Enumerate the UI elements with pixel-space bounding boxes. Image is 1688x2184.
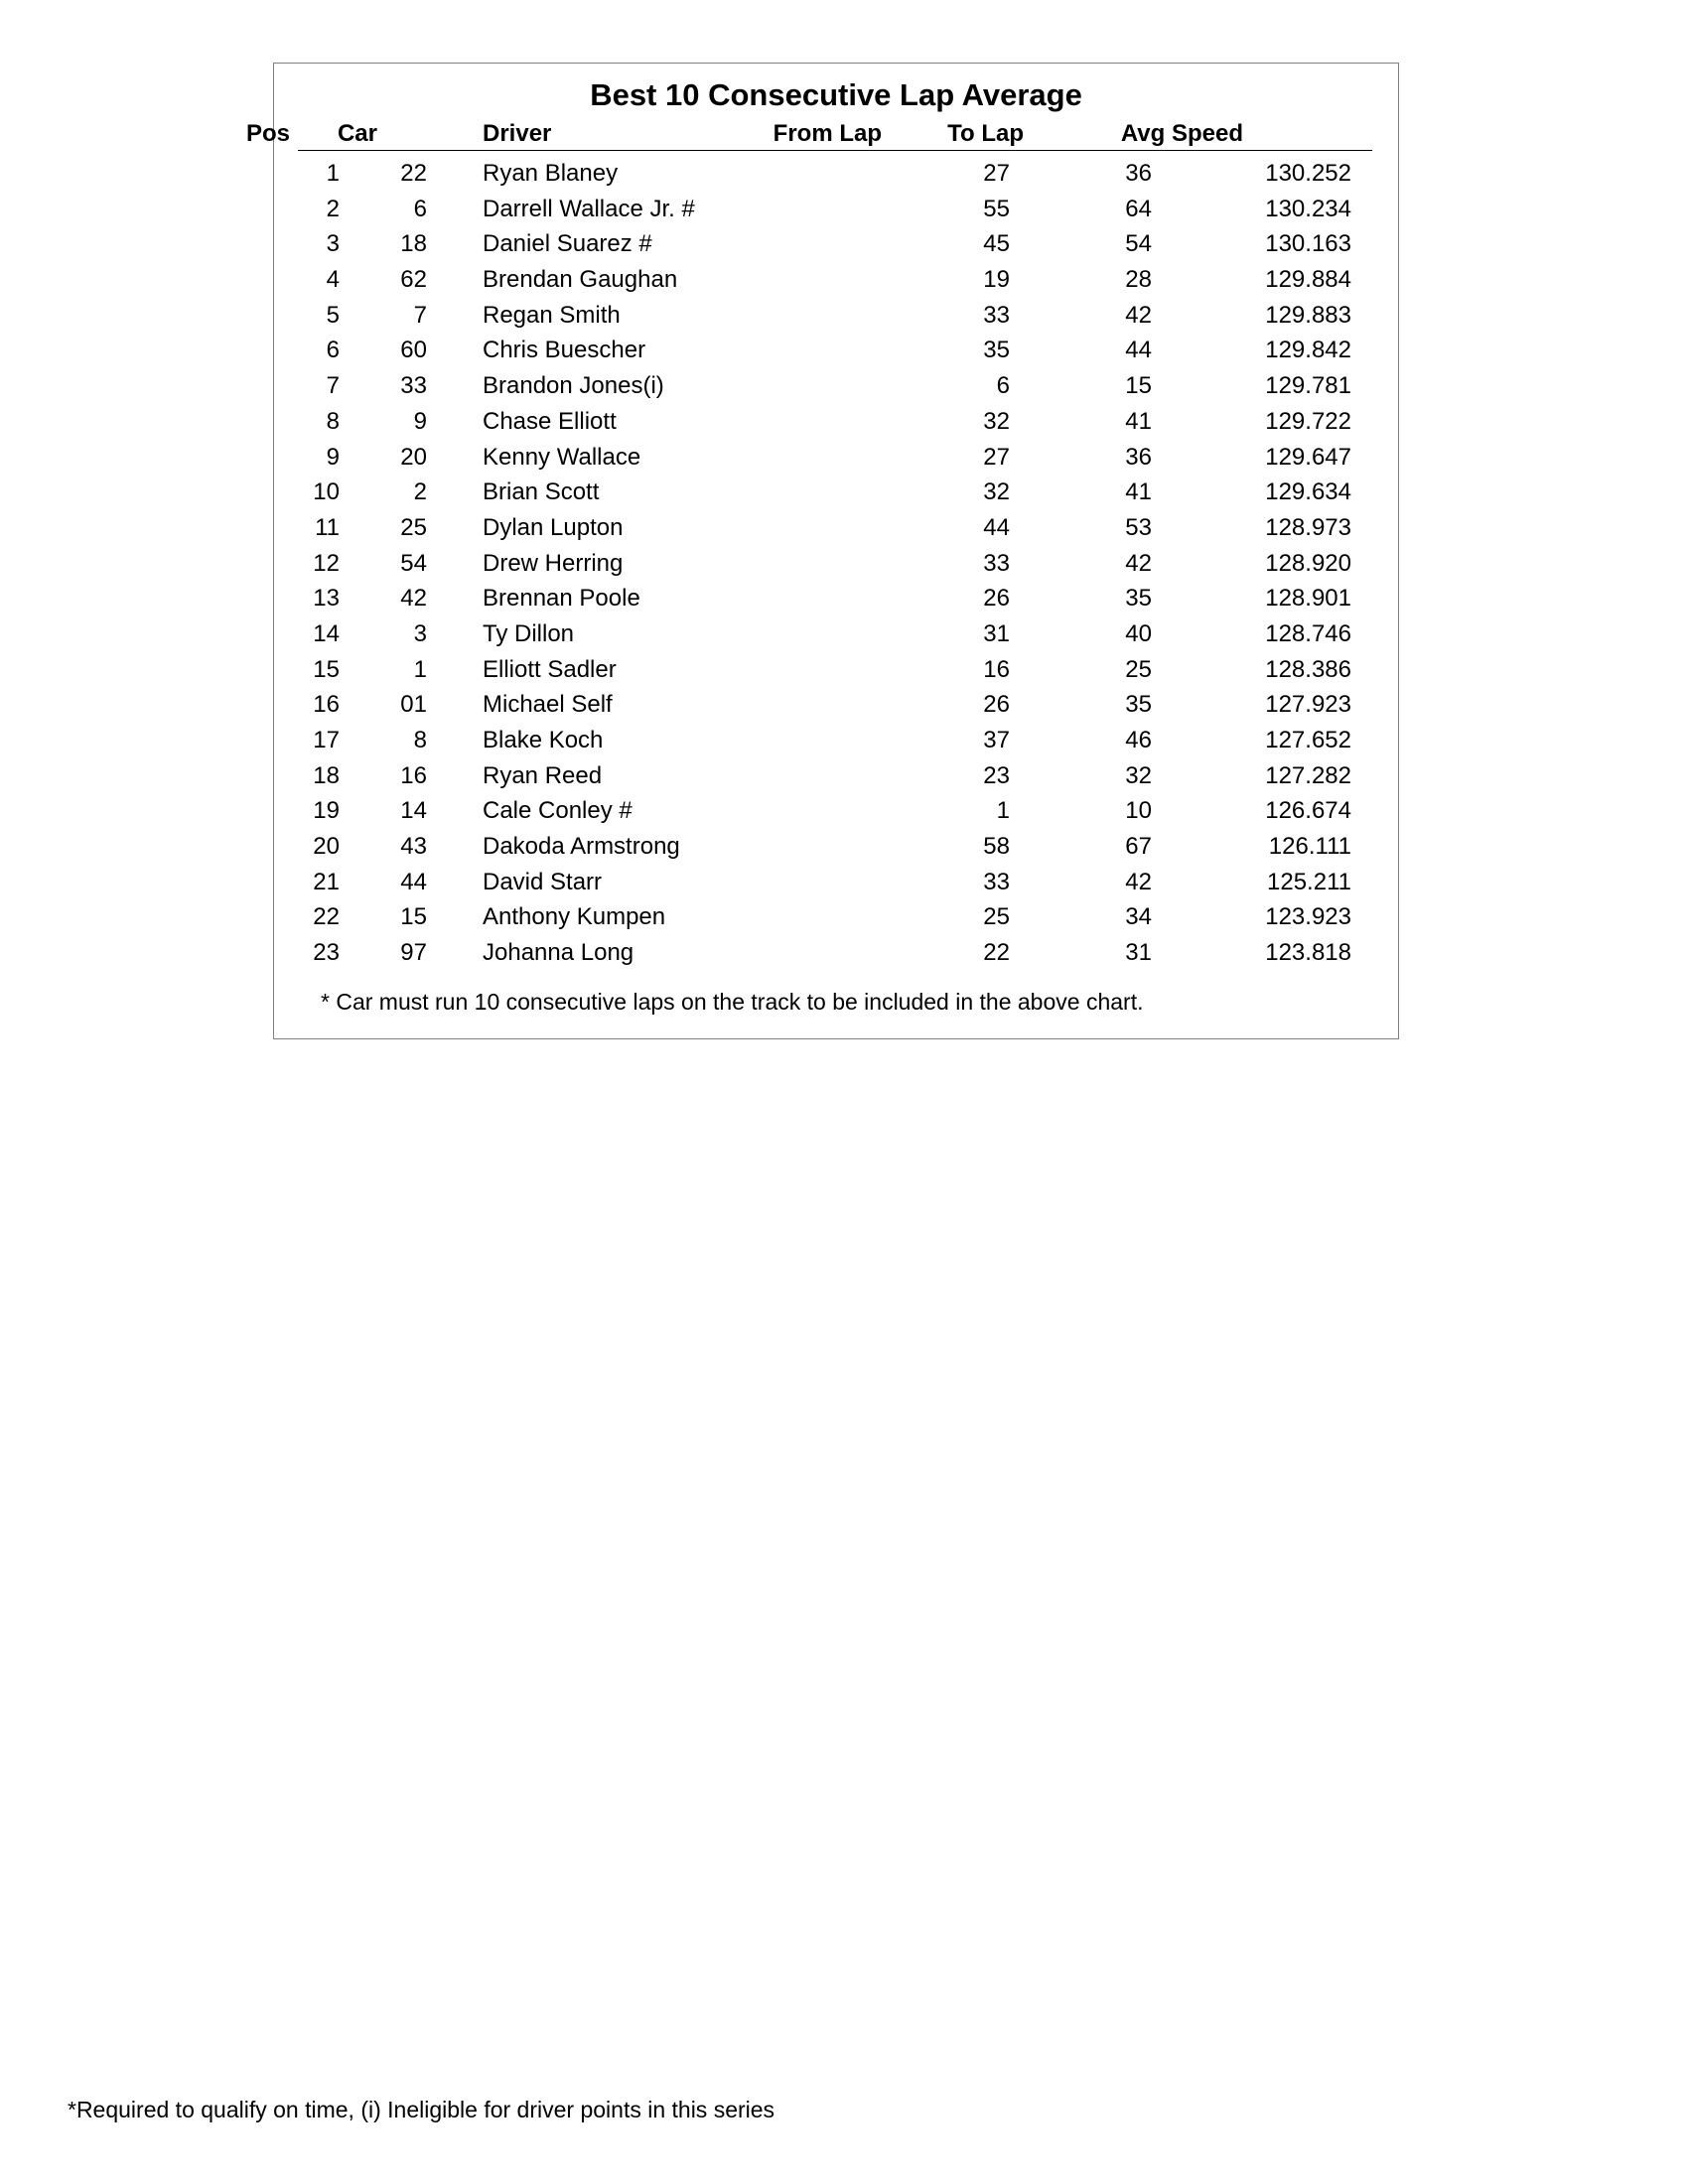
cell-from-lap: 27	[983, 443, 1010, 471]
cell-pos: 22	[313, 903, 340, 931]
cell-driver: Ryan Blaney	[483, 160, 619, 187]
cell-to-lap: 41	[1125, 407, 1152, 435]
cell-from-lap: 33	[983, 868, 1010, 895]
cell-pos: 1	[326, 160, 340, 187]
cell-to-lap: 42	[1125, 301, 1152, 329]
table-row	[274, 547, 1398, 583]
cell-pos: 11	[315, 513, 340, 541]
cell-pos: 19	[313, 797, 340, 825]
cell-to-lap: 67	[1125, 833, 1152, 861]
cell-to-lap: 35	[1125, 691, 1152, 719]
cell-driver: Blake Koch	[483, 727, 604, 753]
table-row	[274, 688, 1398, 724]
cell-driver: Chase Elliott	[483, 407, 617, 435]
cell-to-lap: 15	[1125, 372, 1152, 400]
cell-avg-speed: 129.722	[1265, 407, 1351, 435]
cell-car: 22	[400, 160, 427, 187]
cell-pos: 6	[326, 337, 340, 364]
cell-pos: 9	[326, 443, 340, 471]
cell-avg-speed: 130.252	[1265, 160, 1351, 187]
cell-car: 01	[400, 691, 427, 719]
cell-to-lap: 46	[1125, 727, 1152, 753]
cell-car: 14	[400, 797, 427, 825]
cell-pos: 5	[326, 301, 340, 329]
cell-to-lap: 44	[1125, 337, 1152, 364]
cell-driver: Michael Self	[483, 691, 613, 719]
cell-avg-speed: 129.634	[1265, 478, 1351, 506]
lap-average-table-box	[245, 63, 1399, 1039]
cell-from-lap: 37	[983, 727, 1010, 753]
table-row	[274, 193, 1398, 228]
cell-avg-speed: 123.923	[1265, 903, 1351, 931]
cell-car: 9	[413, 407, 427, 435]
cell-to-lap: 42	[1125, 549, 1152, 577]
cell-pos: 4	[326, 266, 340, 294]
cell-driver: Ryan Reed	[483, 761, 603, 789]
cell-pos: 21	[313, 868, 340, 895]
cell-pos: 17	[313, 727, 340, 753]
cell-avg-speed: 127.652	[1265, 727, 1351, 753]
table-row	[274, 724, 1398, 759]
table-row	[274, 511, 1398, 547]
table-row	[274, 405, 1398, 441]
cell-from-lap: 58	[983, 833, 1010, 861]
cell-driver: Brendan Gaughan	[483, 266, 678, 294]
cell-to-lap: 36	[1125, 443, 1152, 471]
cell-to-lap: 34	[1125, 903, 1152, 931]
cell-avg-speed: 129.647	[1265, 443, 1351, 471]
cell-driver: Anthony Kumpen	[483, 903, 666, 931]
cell-avg-speed: 123.818	[1265, 939, 1351, 967]
cell-pos: 10	[313, 478, 340, 506]
cell-to-lap: 40	[1125, 619, 1152, 647]
cell-driver: Johanna Long	[483, 939, 634, 967]
cell-driver: Elliott Sadler	[483, 655, 617, 683]
cell-driver: Regan Smith	[483, 301, 621, 329]
table-row	[274, 263, 1398, 299]
table-note: * Car must run 10 consecutive laps on the track to be included in the above chart.	[321, 989, 1144, 1015]
cell-from-lap: 33	[983, 301, 1010, 329]
table-row	[274, 653, 1398, 689]
cell-from-lap: 44	[983, 513, 1010, 541]
cell-car: 20	[400, 443, 427, 471]
cell-to-lap: 42	[1125, 868, 1152, 895]
cell-car: 8	[413, 727, 427, 753]
cell-avg-speed: 128.746	[1265, 619, 1351, 647]
cell-driver: Brandon Jones(i)	[483, 372, 664, 400]
cell-from-lap: 26	[983, 585, 1010, 613]
cell-driver: Dylan Lupton	[483, 513, 624, 541]
cell-driver: Darrell Wallace Jr. #	[483, 195, 695, 222]
cell-from-lap: 35	[983, 337, 1010, 364]
cell-pos: 13	[313, 585, 340, 613]
cell-pos: 8	[326, 407, 340, 435]
cell-to-lap: 28	[1125, 266, 1152, 294]
cell-to-lap: 35	[1125, 585, 1152, 613]
cell-to-lap: 10	[1125, 797, 1152, 825]
cell-pos: 2	[326, 195, 340, 222]
cell-driver: Brennan Poole	[483, 585, 640, 613]
cell-from-lap: 55	[983, 195, 1010, 222]
cell-from-lap: 33	[983, 549, 1010, 577]
table-row	[274, 759, 1398, 795]
cell-from-lap: 32	[983, 478, 1010, 506]
table-row	[274, 369, 1398, 405]
table-row	[274, 936, 1398, 972]
cell-pos: 15	[313, 655, 340, 683]
cell-driver: Brian Scott	[483, 478, 600, 506]
page-footer-note: *Required to qualify on time, (i) Ineligible for driver points in this series	[68, 2097, 775, 2122]
cell-from-lap: 1	[996, 797, 1010, 825]
cell-car: 18	[400, 230, 427, 258]
cell-driver: Dakoda Armstrong	[483, 833, 680, 861]
header-car: Car	[337, 120, 377, 147]
cell-car: 60	[400, 337, 427, 364]
cell-avg-speed: 128.973	[1265, 513, 1351, 541]
cell-car: 3	[413, 619, 427, 647]
cell-car: 15	[400, 903, 427, 931]
cell-avg-speed: 127.282	[1265, 761, 1351, 789]
cell-to-lap: 54	[1125, 230, 1152, 258]
cell-to-lap: 36	[1125, 160, 1152, 187]
cell-from-lap: 45	[983, 230, 1010, 258]
cell-pos: 18	[313, 761, 340, 789]
table-row	[274, 794, 1398, 830]
cell-from-lap: 16	[983, 655, 1010, 683]
table-header-row	[245, 119, 1372, 151]
cell-car: 43	[400, 833, 427, 861]
cell-driver: Kenny Wallace	[483, 443, 641, 471]
cell-avg-speed: 127.923	[1265, 691, 1351, 719]
cell-pos: 12	[313, 549, 340, 577]
table-row	[274, 866, 1398, 901]
cell-avg-speed: 129.781	[1265, 372, 1351, 400]
table-body	[274, 157, 1398, 972]
table-row	[274, 441, 1398, 477]
table-row	[274, 582, 1398, 617]
cell-driver: Drew Herring	[483, 549, 624, 577]
cell-car: 44	[400, 868, 427, 895]
header-pos: Pos	[245, 120, 290, 147]
cell-pos: 20	[313, 833, 340, 861]
table-row	[274, 476, 1398, 511]
cell-pos: 16	[313, 691, 340, 719]
cell-car: 33	[400, 372, 427, 400]
cell-avg-speed: 129.883	[1265, 301, 1351, 329]
cell-avg-speed: 130.234	[1265, 195, 1351, 222]
cell-from-lap: 25	[983, 903, 1010, 931]
cell-avg-speed: 128.386	[1265, 655, 1351, 683]
cell-to-lap: 53	[1125, 513, 1152, 541]
table-row	[274, 157, 1398, 193]
cell-from-lap: 6	[996, 372, 1010, 400]
cell-avg-speed: 128.901	[1265, 585, 1351, 613]
cell-to-lap: 41	[1125, 478, 1152, 506]
cell-car: 97	[400, 939, 427, 967]
cell-from-lap: 27	[983, 160, 1010, 187]
cell-avg-speed: 130.163	[1265, 230, 1351, 258]
cell-car: 62	[400, 266, 427, 294]
cell-avg-speed: 129.884	[1265, 266, 1351, 294]
header-to-lap: To Lap	[947, 120, 1024, 147]
cell-avg-speed: 126.674	[1265, 797, 1351, 825]
table-row	[274, 617, 1398, 653]
cell-to-lap: 32	[1125, 761, 1152, 789]
cell-from-lap: 26	[983, 691, 1010, 719]
table-title: Best 10 Consecutive Lap Average	[590, 77, 1082, 112]
cell-pos: 3	[326, 230, 340, 258]
table-row	[274, 900, 1398, 936]
cell-car: 7	[413, 301, 427, 329]
cell-to-lap: 64	[1125, 195, 1152, 222]
cell-from-lap: 32	[983, 407, 1010, 435]
table-row	[274, 334, 1398, 369]
cell-from-lap: 22	[983, 939, 1010, 967]
header-from-lap: From Lap	[773, 120, 882, 147]
header-driver: Driver	[483, 120, 552, 147]
cell-driver: Daniel Suarez #	[483, 230, 652, 258]
cell-driver: Chris Buescher	[483, 337, 646, 364]
cell-pos: 23	[313, 939, 340, 967]
cell-car: 1	[413, 655, 427, 683]
table-row	[274, 830, 1398, 866]
cell-car: 42	[400, 585, 427, 613]
cell-car: 54	[400, 549, 427, 577]
cell-car: 25	[400, 513, 427, 541]
cell-avg-speed: 126.111	[1268, 833, 1351, 861]
cell-pos: 7	[326, 372, 340, 400]
cell-driver: Cale Conley #	[483, 797, 633, 825]
cell-driver: Ty Dillon	[483, 619, 575, 647]
cell-from-lap: 19	[983, 266, 1010, 294]
cell-car: 2	[413, 478, 427, 506]
cell-car: 16	[400, 761, 427, 789]
table-row	[274, 227, 1398, 263]
cell-pos: 14	[313, 619, 340, 647]
cell-car: 6	[413, 195, 427, 222]
header-avg-speed: Avg Speed	[1120, 120, 1243, 147]
cell-from-lap: 31	[983, 619, 1010, 647]
cell-to-lap: 25	[1125, 655, 1152, 683]
cell-to-lap: 31	[1125, 939, 1152, 967]
cell-avg-speed: 128.920	[1265, 549, 1351, 577]
cell-avg-speed: 129.842	[1265, 337, 1351, 364]
cell-driver: David Starr	[483, 868, 603, 895]
cell-avg-speed: 125.211	[1267, 868, 1351, 895]
cell-from-lap: 23	[983, 761, 1010, 789]
table-row	[274, 299, 1398, 335]
